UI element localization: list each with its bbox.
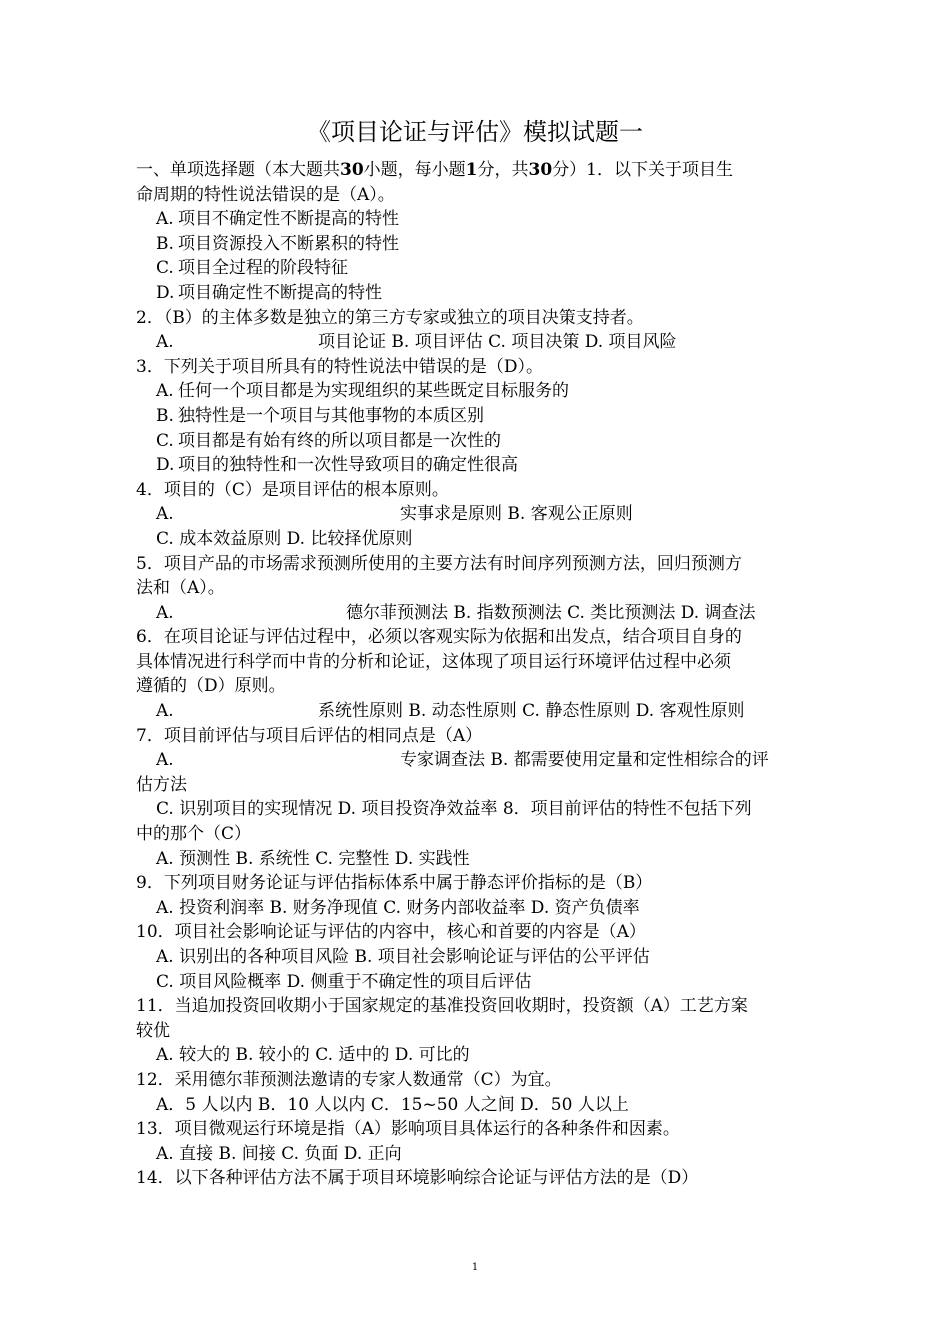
option-letter: A.	[156, 602, 174, 623]
heading-text: 一、单项选择题（本大题共	[136, 160, 340, 180]
option-text: 项目论证 B. 项目评估 C. 项目决策 D. 项目风险	[318, 332, 677, 353]
option-line: A. 投资利润率 B. 财务净现值 C. 财务内部收益率 D. 资产负债率	[156, 897, 640, 918]
option-letter: C.	[156, 430, 174, 451]
option-line	[136, 379, 826, 404]
option-line	[136, 330, 826, 355]
text-line: 12．采用德尔菲预测法邀请的专家人数通常（C）为宜。	[136, 1069, 562, 1090]
option-line	[136, 453, 826, 478]
document-body	[136, 158, 826, 1191]
option-text: 任何一个项目都是为实现组织的某些既定目标服务的	[178, 381, 569, 402]
text-line: 11．当追加投资回收期小于国家规定的基准投资回收期时，投资额（A）工艺方案	[136, 996, 748, 1017]
option-letter: A.	[156, 332, 174, 353]
option-text: 项目不确定性不断提高的特性	[178, 209, 399, 230]
option-letter: D.	[156, 455, 175, 476]
option-text: 独特性是一个项目与其他事物的本质区别	[178, 405, 484, 426]
heading-text: 分）1．以下关于项目生	[552, 160, 734, 180]
option-line	[136, 429, 826, 454]
option-letter: B.	[156, 405, 174, 426]
option-letter: B.	[156, 233, 174, 254]
page-number: 1	[471, 1262, 479, 1273]
option-letter: A.	[156, 504, 174, 525]
option-letter: A.	[156, 750, 174, 771]
document-title: 《项目论证与评估》模拟试题一	[307, 118, 643, 146]
option-line	[136, 699, 826, 724]
text-line: 5．项目产品的市场需求预测所使用的主要方法有时间序列预测方法，回归预测方	[136, 553, 742, 574]
text-line: 13．项目微观运行环境是指（A）影响项目具体运行的各种条件和因素。	[136, 1119, 680, 1140]
option-letter: D.	[156, 282, 175, 303]
text-line: 具体情况进行科学而中肯的分析和论证，这体现了项目运行环境评估过程中必须	[136, 651, 731, 672]
text-line: 14．以下各种评估方法不属于项目环境影响综合论证与评估方法的是（D）	[136, 1168, 699, 1189]
option-line: A. 预测性 B. 系统性 C. 完整性 D. 实践性	[156, 848, 470, 869]
option-line	[136, 748, 826, 773]
bold-number: 30	[340, 160, 364, 180]
option-line: A. 直接 B. 间接 C. 负面 D. 正向	[156, 1143, 402, 1164]
option-line	[136, 502, 826, 527]
text-line: 估方法	[136, 774, 187, 795]
option-line: A．5 人以内 B．10 人以内 C．15~50 人之间 D．50 人以上	[156, 1094, 629, 1115]
text-line: 2．（B）的主体多数是独立的第三方专家或独立的项目决策支持者。	[136, 307, 644, 328]
text-line: 3．下列关于项目所具有的特性说法中错误的是（D）。	[136, 356, 543, 377]
option-letter: A.	[156, 209, 174, 230]
text-line: 命周期的特性说法错误的是（A）。	[136, 184, 395, 205]
option-text: 系统性原则 B. 动态性原则 C. 静态性原则 D. 客观性原则	[318, 701, 745, 722]
text-line: 遵循的（D）原则。	[136, 676, 286, 697]
text-line: 7．项目前评估与项目后评估的相同点是（A）	[136, 725, 483, 746]
section-heading-line	[136, 158, 826, 183]
text-line: 较优	[136, 1020, 170, 1041]
text-line: 中的那个（C）	[136, 824, 252, 845]
bold-number: 30	[528, 160, 553, 180]
option-line: C. 成本效益原则 D. 比较择优原则	[156, 528, 413, 549]
option-line	[136, 232, 826, 257]
bold-number: 1	[465, 160, 478, 180]
text-line: 法和（A）。	[136, 578, 225, 599]
option-line	[136, 404, 826, 429]
heading-text: 小题，每小题	[363, 160, 466, 180]
option-text: 项目全过程的阶段特征	[178, 258, 348, 279]
option-line: A. 较大的 B. 较小的 C. 适中的 D. 可比的	[156, 1045, 470, 1066]
option-text: 项目的独特性和一次性导致项目的确定性很高	[178, 455, 518, 476]
option-text: 项目资源投入不断累积的特性	[178, 233, 399, 254]
option-text: 专家调查法 B. 都需要使用定量和定性相综合的评	[400, 750, 769, 771]
text-line: 9．下列项目财务论证与评估指标体系中属于静态评价指标的是（B）	[136, 873, 653, 894]
option-line	[136, 207, 826, 232]
heading-text: 分，共	[477, 160, 529, 180]
option-letter: C.	[156, 258, 174, 279]
option-text: 项目都是有始有终的所以项目都是一次性的	[178, 430, 501, 451]
option-line: C. 识别项目的实现情况 D. 项目投资净效益率 8．项目前评估的特性不包括下列	[156, 799, 752, 820]
text-line: 4．项目的（C）是项目评估的根本原则。	[136, 479, 449, 500]
text-line: 10．项目社会影响论证与评估的内容中，核心和首要的内容是（A）	[136, 922, 646, 943]
option-line	[136, 601, 826, 626]
text-line: 6．在项目论证与评估过程中，必须以客观实际为依据和出发点，结合项目自身的	[136, 627, 742, 648]
option-line: A. 识别出的各种项目风险 B. 项目社会影响论证与评估的公平评估	[156, 947, 650, 967]
option-text: 德尔菲预测法 B. 指数预测法 C. 类比预测法 D. 调查法	[346, 602, 756, 623]
option-line	[136, 256, 826, 281]
option-line: C. 项目风险概率 D. 侧重于不确定性的项目后评估	[156, 971, 532, 992]
option-text: 项目确定性不断提高的特性	[178, 282, 382, 303]
option-text: 实事求是原则 B. 客观公正原则	[400, 504, 633, 525]
option-letter: A.	[156, 381, 174, 402]
option-line	[136, 281, 826, 306]
option-letter: A.	[156, 701, 174, 722]
